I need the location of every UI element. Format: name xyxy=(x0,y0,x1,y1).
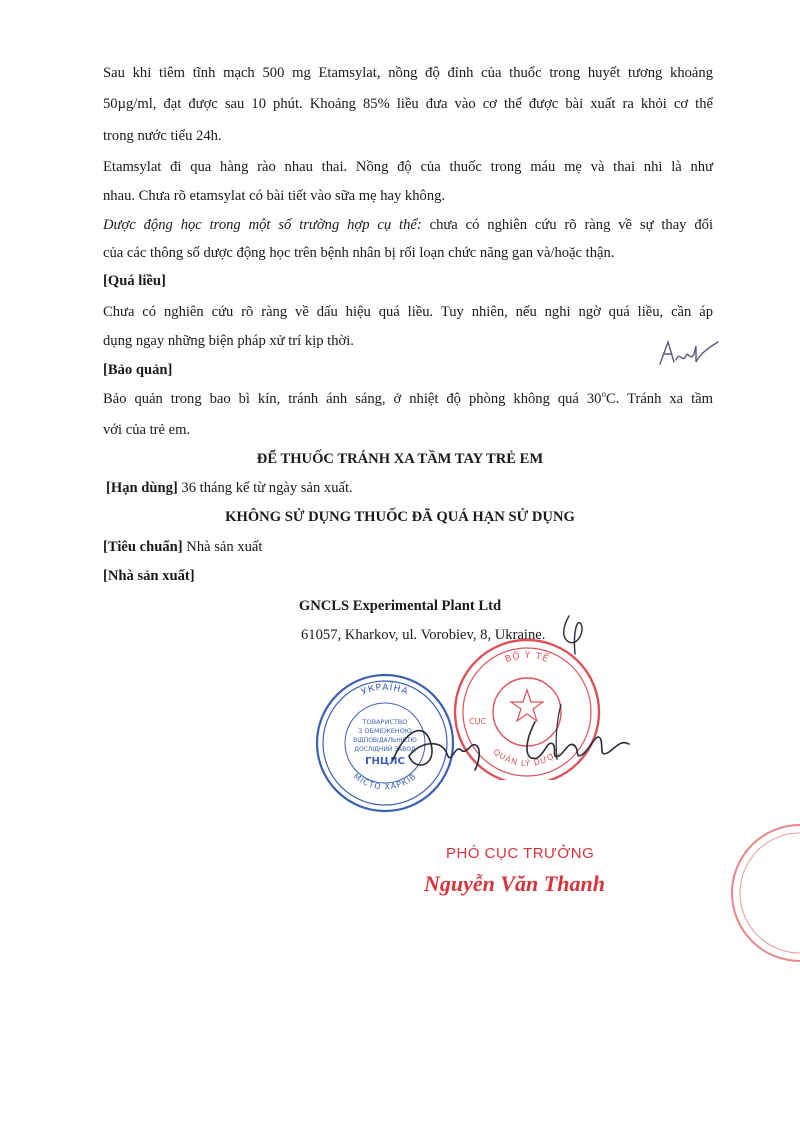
stamp-line: ГНЦЛС xyxy=(365,756,405,767)
paragraph-line: với của trẻ em. xyxy=(103,422,191,438)
stamp-line: З ОБМЕЖЕНОЮ xyxy=(358,727,412,735)
paragraph-line: của các thông số dược động học trên bệnh nhân bị rối loạn chức năng gan và/hoặc thận. xyxy=(103,245,615,261)
paragraph-line xyxy=(103,215,713,235)
initials-signature-icon xyxy=(656,336,722,370)
stamp-line: ТОВАРИСТВО xyxy=(362,718,408,726)
red-stamp-bottom: QUẢN LÝ DƯỢC xyxy=(491,747,563,769)
stamp-bottom-text: МІСТО ХАРКІВ xyxy=(351,771,419,792)
stamp-line: ДОСЛІДНИЙ ЗАВОД xyxy=(354,746,416,753)
expiry-value: 36 tháng kể từ ngày sản xuất. xyxy=(177,480,353,496)
signature-icon xyxy=(385,700,635,795)
expiry-label: [Hạn dùng] xyxy=(106,480,178,496)
paragraph-line: dụng ngay những biện pháp xử trí kịp thời. xyxy=(103,333,354,349)
paragraph-line: nhau. Chưa rõ etamsylat có bài tiết vào sữa mẹ hay không. xyxy=(103,188,446,204)
red-stamp-top: BỘ Y TẾ xyxy=(503,650,551,666)
warning-expired: KHÔNG SỬ DỤNG THUỐC ĐÃ QUÁ HẠN SỬ DỤNG xyxy=(225,509,575,525)
manufacturer-address: 61057, Kharkov, ul. Vorobiev, 8, Ukraine. xyxy=(301,627,546,643)
storage-text: Bảo quản trong bao bì kín, tránh ánh sáng, ở nhiệt độ phòng không quá 30 xyxy=(103,391,602,407)
approval-title: PHÓ CỤC TRƯỞNG xyxy=(446,845,595,862)
small-signature-icon xyxy=(555,612,595,658)
svg-text:УКРАЇНА xyxy=(360,682,410,697)
svg-text:BỘ Y TẾ xyxy=(504,649,551,665)
red-stamp-left: CỤC xyxy=(469,717,487,726)
manufacturer-label: [Nhà sản xuất] xyxy=(103,568,195,584)
standard-value: Nhà sản xuất xyxy=(182,539,263,555)
standard-line xyxy=(103,537,713,557)
paragraph-line: Chưa có nghiên cứu rõ ràng về dấu hiệu quá liều. Tuy nhiên, nếu nghi ngờ quá liều, cần áp xyxy=(103,304,713,320)
manufacturer-name: GNCLS Experimental Plant Ltd xyxy=(298,598,502,614)
paragraph-line: 50µg/ml, đạt được sau 10 phút. Khoảng 85% liều đưa vào cơ thể được bài xuất ra khỏi cơ thể xyxy=(103,96,713,112)
storage-text: C. Tránh xa tầm xyxy=(605,391,713,407)
partial-stamp-icon xyxy=(705,818,800,968)
stamp-top-text: УКРАЇНА xyxy=(360,682,410,698)
stamp-line: ВІДПОВІДАЛЬНІСТЮ xyxy=(353,737,417,744)
paragraph-text: chưa có nghiên cứu rõ ràng về sự thay đổi xyxy=(421,217,713,233)
approval-name: Nguyễn Văn Thanh xyxy=(424,871,605,896)
standard-label: [Tiêu chuẩn] xyxy=(103,539,183,555)
paragraph-line: trong nước tiểu 24h. xyxy=(103,128,222,144)
paragraph-line: Etamsylat đi qua hàng rào nhau thai. Nồng độ của thuốc trong máu mẹ và thai nhi là như xyxy=(103,159,713,175)
degree-sup: o xyxy=(601,389,606,400)
paragraph-line: Sau khi tiêm tĩnh mạch 500 mg Etamsylat, nồng độ đỉnh của thuốc trong huyết tương khoảng xyxy=(103,65,713,81)
italic-lead: Dược động học trong một số trường hợp cụ thể: xyxy=(103,217,422,233)
expiry-line xyxy=(106,478,716,498)
section-heading-overdose: [Quá liều] xyxy=(103,273,166,289)
section-heading-storage: [Bảo quản] xyxy=(103,362,173,378)
paragraph-line xyxy=(103,389,713,409)
warning-children: ĐỂ THUỐC TRÁNH XA TẦM TAY TRẺ EM xyxy=(256,451,544,467)
